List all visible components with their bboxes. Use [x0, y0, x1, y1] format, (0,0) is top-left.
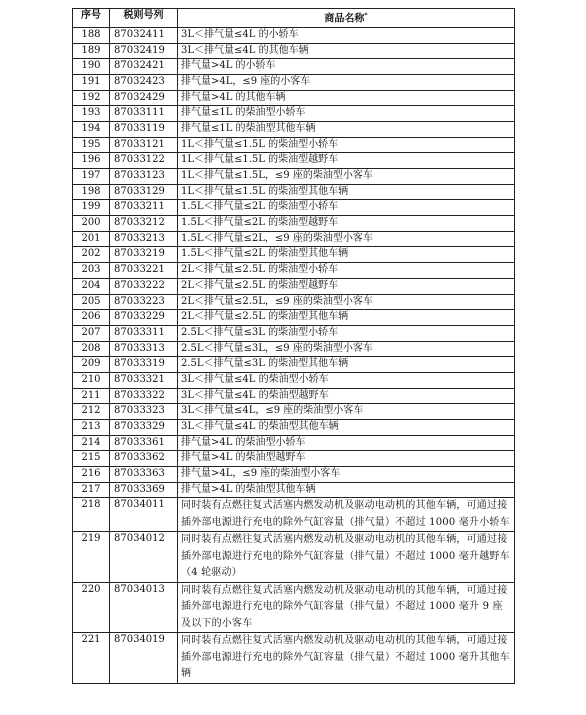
table-row: [73, 372, 515, 388]
row-code: 87034019: [110, 633, 178, 684]
row-code: 87033329: [110, 420, 178, 436]
row-seq: 193: [73, 106, 110, 122]
row-code: 87033321: [110, 372, 178, 388]
row-seq: 200: [73, 216, 110, 232]
table-row: [73, 357, 515, 373]
row-code: 87033362: [110, 451, 178, 467]
table-row: [73, 310, 515, 326]
row-seq: 199: [73, 200, 110, 216]
row-code: 87033229: [110, 310, 178, 326]
row-name: 2L＜排气量≤2.5L 的柴油型小轿车: [178, 263, 515, 279]
row-name: 3L＜排气量≤4L 的小轿车: [178, 27, 515, 43]
table-row: [73, 43, 515, 59]
table-row: [73, 341, 515, 357]
table-row: [73, 90, 515, 106]
table-row: [73, 294, 515, 310]
header-code: 税则号列: [110, 9, 178, 28]
row-code: 87033123: [110, 169, 178, 185]
row-code: 87033219: [110, 247, 178, 263]
row-seq: 220: [73, 582, 110, 633]
table-row: [73, 200, 515, 216]
row-seq: 201: [73, 231, 110, 247]
header-name-text: 商品名称: [324, 13, 365, 25]
row-code: 87033111: [110, 106, 178, 122]
row-name: 1.5L＜排气量≤2L 的柴油型越野车: [178, 216, 515, 232]
row-name: 同时装有点燃往复式活塞内燃发动机及驱动电动机的其他车辆，可通过接插外部电源进行充电的除外气缸容量（排气量）不超过 1000 毫升 9 座及以下的小客车: [178, 582, 515, 633]
row-seq: 197: [73, 169, 110, 185]
row-seq: 194: [73, 121, 110, 137]
row-seq: 214: [73, 435, 110, 451]
row-name: 3L＜排气量≤4L 的其他车辆: [178, 43, 515, 59]
row-seq: 211: [73, 388, 110, 404]
row-name: 3L＜排气量≤4L 的柴油型其他车辆: [178, 420, 515, 436]
table-row: [73, 106, 515, 122]
row-seq: 196: [73, 153, 110, 169]
table-row: [73, 582, 515, 633]
table-row: [73, 498, 515, 532]
row-code: 87033122: [110, 153, 178, 169]
row-seq: 212: [73, 404, 110, 420]
row-name: 2L＜排气量≤2.5L 的柴油型越野车: [178, 278, 515, 294]
row-name: 排气量>4L 的柴油型越野车: [178, 451, 515, 467]
row-code: 87033369: [110, 482, 178, 498]
row-code: 87033311: [110, 325, 178, 341]
row-name: 同时装有点燃往复式活塞内燃发动机及驱动电动机的其他车辆，可通过接插外部电源进行充电的除外气缸容量（排气量）不超过 1000 毫升小轿车: [178, 498, 515, 532]
table-row: [73, 153, 515, 169]
table-row: [73, 451, 515, 467]
row-name: 同时装有点燃往复式活塞内燃发动机及驱动电动机的其他车辆，可通过接插外部电源进行充电的除外气缸容量（排气量）不超过 1000 毫升其他车辆: [178, 633, 515, 684]
row-name: 2L＜排气量≤2.5L 的柴油型其他车辆: [178, 310, 515, 326]
row-name: 2.5L＜排气量≤3L 的柴油型小轿车: [178, 325, 515, 341]
table-row: [73, 388, 515, 404]
row-name: 3L＜排气量≤4L 的柴油型小轿车: [178, 372, 515, 388]
row-seq: 188: [73, 27, 110, 43]
table-row: [73, 121, 515, 137]
row-name: 同时装有点燃往复式活塞内燃发动机及驱动电动机的其他车辆，可通过接插外部电源进行充电的除外气缸容量（排气量）不超过 1000 毫升越野车（4 轮驱动）: [178, 532, 515, 583]
row-seq: 219: [73, 532, 110, 583]
table-row: [73, 247, 515, 263]
row-code: 87033212: [110, 216, 178, 232]
table-row: [73, 435, 515, 451]
row-code: 87033129: [110, 184, 178, 200]
row-code: 87033322: [110, 388, 178, 404]
table-body: [73, 27, 515, 683]
row-seq: 207: [73, 325, 110, 341]
table-header: [73, 9, 515, 28]
row-name: 1L＜排气量≤1.5L 的柴油型越野车: [178, 153, 515, 169]
row-code: 87034012: [110, 532, 178, 583]
row-code: 87034013: [110, 582, 178, 633]
row-seq: 208: [73, 341, 110, 357]
table-row: [73, 59, 515, 75]
header-row: [73, 9, 515, 28]
row-code: 87033361: [110, 435, 178, 451]
row-code: 87033222: [110, 278, 178, 294]
row-name: 排气量>4L 的小轿车: [178, 59, 515, 75]
row-seq: 216: [73, 467, 110, 483]
table-row: [73, 184, 515, 200]
row-seq: 205: [73, 294, 110, 310]
row-seq: 206: [73, 310, 110, 326]
row-seq: 209: [73, 357, 110, 373]
header-name-mark: *: [364, 12, 368, 19]
row-code: 87033313: [110, 341, 178, 357]
table-row: [73, 169, 515, 185]
table-row: [73, 74, 515, 90]
table-row: [73, 532, 515, 583]
row-code: 87032419: [110, 43, 178, 59]
row-seq: 221: [73, 633, 110, 684]
row-seq: 192: [73, 90, 110, 106]
row-code: 87033119: [110, 121, 178, 137]
row-seq: 195: [73, 137, 110, 153]
row-seq: 189: [73, 43, 110, 59]
header-name: [178, 9, 515, 28]
row-code: 87033319: [110, 357, 178, 373]
table-row: [73, 137, 515, 153]
row-code: 87032423: [110, 74, 178, 90]
row-code: 87033211: [110, 200, 178, 216]
row-name: 排气量>4L，≤9 座的柴油型小客车: [178, 467, 515, 483]
row-name: 1.5L＜排气量≤2L 的柴油型其他车辆: [178, 247, 515, 263]
row-seq: 218: [73, 498, 110, 532]
row-name: 排气量>4L 的柴油型小轿车: [178, 435, 515, 451]
row-name: 1L＜排气量≤1.5L 的柴油型小轿车: [178, 137, 515, 153]
row-name: 2L＜排气量≤2.5L，≤9 座的柴油型小客车: [178, 294, 515, 310]
row-code: 87033363: [110, 467, 178, 483]
row-seq: 213: [73, 420, 110, 436]
table-row: [73, 633, 515, 684]
row-name: 1L＜排气量≤1.5L 的柴油型其他车辆: [178, 184, 515, 200]
row-code: 87033323: [110, 404, 178, 420]
row-seq: 217: [73, 482, 110, 498]
row-code: 87033223: [110, 294, 178, 310]
row-name: 3L＜排气量≤4L 的柴油型越野车: [178, 388, 515, 404]
row-code: 87033221: [110, 263, 178, 279]
row-seq: 203: [73, 263, 110, 279]
table-row: [73, 482, 515, 498]
row-name: 排气量>4L 的其他车辆: [178, 90, 515, 106]
row-name: 排气量>4L，≤9 座的小客车: [178, 74, 515, 90]
row-name: 2.5L＜排气量≤3L 的柴油型其他车辆: [178, 357, 515, 373]
table-row: [73, 404, 515, 420]
header-seq: 序号: [73, 9, 110, 28]
row-name: 1.5L＜排气量≤2L，≤9 座的柴油型小客车: [178, 231, 515, 247]
row-code: 87034011: [110, 498, 178, 532]
row-seq: 198: [73, 184, 110, 200]
row-code: 87033121: [110, 137, 178, 153]
row-seq: 215: [73, 451, 110, 467]
table-row: [73, 231, 515, 247]
row-name: 排气量>4L 的柴油型其他车辆: [178, 482, 515, 498]
row-code: 87032411: [110, 27, 178, 43]
table-row: [73, 216, 515, 232]
tariff-table: [72, 8, 515, 684]
row-name: 排气量≤1L 的柴油型其他车辆: [178, 121, 515, 137]
table-row: [73, 263, 515, 279]
table-row: [73, 467, 515, 483]
table-row: [73, 278, 515, 294]
table-row: [73, 325, 515, 341]
table-row: [73, 420, 515, 436]
row-code: 87032421: [110, 59, 178, 75]
row-code: 87032429: [110, 90, 178, 106]
row-name: 1.5L＜排气量≤2L 的柴油型小轿车: [178, 200, 515, 216]
row-seq: 204: [73, 278, 110, 294]
row-name: 排气量≤1L 的柴油型小轿车: [178, 106, 515, 122]
row-name: 3L＜排气量≤4L，≤9 座的柴油型小客车: [178, 404, 515, 420]
row-name: 2.5L＜排气量≤3L，≤9 座的柴油型小客车: [178, 341, 515, 357]
row-code: 87033213: [110, 231, 178, 247]
row-name: 1L＜排气量≤1.5L，≤9 座的柴油型小客车: [178, 169, 515, 185]
row-seq: 191: [73, 74, 110, 90]
row-seq: 210: [73, 372, 110, 388]
table-row: [73, 27, 515, 43]
row-seq: 202: [73, 247, 110, 263]
row-seq: 190: [73, 59, 110, 75]
